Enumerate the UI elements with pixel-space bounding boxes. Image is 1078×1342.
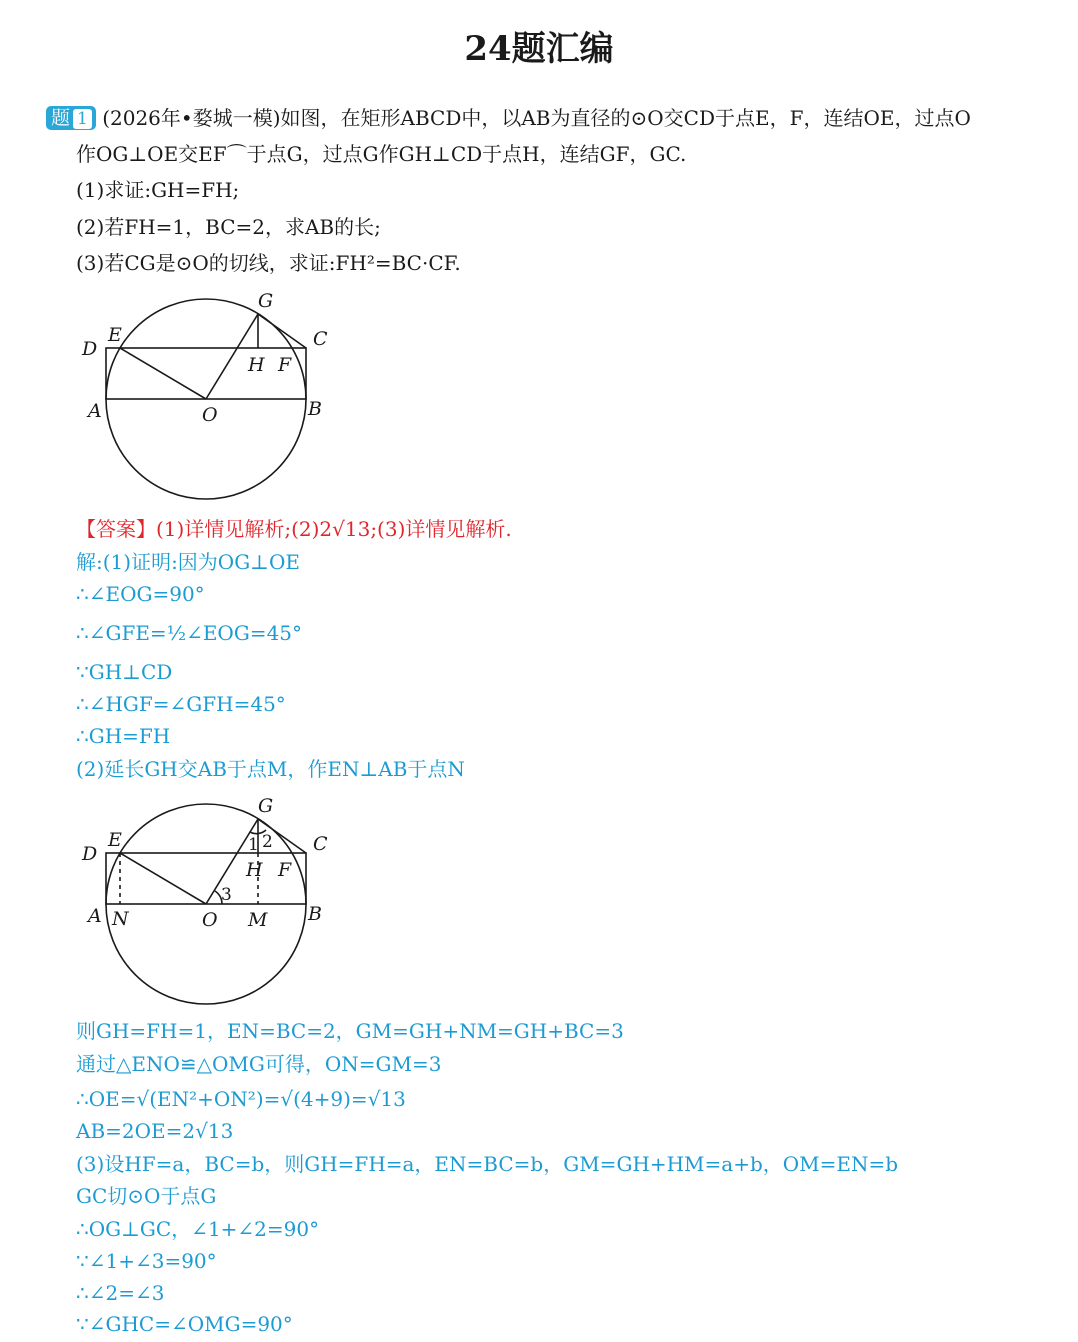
solution-line-16: ∴∠2=∠3 — [76, 1281, 165, 1305]
segment-gc — [258, 314, 306, 348]
solution-line-2: ∴∠EOG=90° — [76, 582, 205, 606]
rectangle-abcd — [106, 348, 306, 399]
label-a-2: A — [88, 905, 102, 927]
label-m: M — [248, 909, 268, 931]
rectangle-abcd-2 — [106, 853, 306, 904]
solution-line-3: ∴∠GFE=½∠EOG=45° — [76, 621, 303, 645]
label-e-2: E — [108, 829, 122, 851]
label-e: E — [108, 324, 122, 346]
solution-line-15: ∵∠1+∠3=90° — [76, 1249, 217, 1273]
geometry-figure-2 — [70, 790, 370, 1015]
label-b-2: B — [308, 903, 322, 925]
problem-number: 1 — [73, 109, 92, 129]
label-h: H — [248, 354, 265, 376]
label-f-2: F — [278, 859, 292, 881]
solution-line-8: 则GH=FH=1，EN=BC=2，GM=GH+NM=GH+BC=3 — [76, 1019, 624, 1043]
segment-oe — [120, 348, 206, 399]
label-d-2: D — [82, 843, 98, 865]
problem-stem-line-1 — [46, 104, 971, 132]
label-c-2: C — [313, 833, 328, 855]
solution-line-17: ∵∠GHC=∠OMG=90° — [76, 1312, 293, 1336]
solution-line-9: 通过△ENO≌△OMG可得，ON=GM=3 — [76, 1052, 442, 1076]
problem-stem-line-2: 作OG⊥OE交EF⌒于点G，过点G作GH⊥CD于点H，连结GF，GC. — [76, 142, 687, 166]
solution-line-13: GC切⊙O于点G — [76, 1184, 217, 1208]
label-o: O — [202, 404, 218, 426]
question-3: (3)若CG是⊙O的切线，求证:FH²=BC·CF. — [76, 251, 461, 275]
solution-line-14: ∴OG⊥GC，∠1+∠2=90° — [76, 1217, 320, 1241]
solution-line-12: (3)设HF=a，BC=b，则GH=FH=a，EN=BC=b，GM=GH+HM=a+b，OM=EN=b — [76, 1152, 899, 1176]
page-title: 24题汇编 — [464, 29, 614, 69]
label-c: C — [313, 328, 328, 350]
label-b: B — [308, 398, 322, 420]
label-g: G — [258, 290, 274, 312]
solution-line-6: ∴GH=FH — [76, 724, 171, 748]
label-f: F — [278, 354, 292, 376]
solution-line-7: (2)延长GH交AB于点M，作EN⊥AB于点N — [76, 757, 465, 781]
problem-badge: 题 1 — [46, 106, 96, 130]
solution-line-4: ∵GH⊥CD — [76, 660, 173, 684]
solution-line-10: ∴OE=√(EN²+ON²)=√(4+9)=√13 — [76, 1087, 406, 1111]
label-angle-1: 1 — [248, 835, 259, 855]
answer-line: 【答案】(1)详情见解析;(2)2√13;(3)详情见解析. — [76, 517, 512, 541]
solution-line-1: 解:(1)证明:因为OG⊥OE — [76, 550, 300, 574]
label-g-2: G — [258, 795, 274, 817]
label-n: N — [112, 908, 129, 930]
question-1: (1)求证:GH=FH; — [76, 178, 240, 202]
solution-line-5: ∴∠HGF=∠GFH=45° — [76, 692, 286, 716]
stem-text-1: (2026年•婺城一模)如图，在矩形ABCD中，以AB为直径的⊙O交CD于点E，F，连结OE，过点O — [102, 106, 971, 130]
solution-line-11: AB=2OE=2√13 — [76, 1119, 234, 1143]
label-d: D — [82, 338, 98, 360]
segment-oe-2 — [120, 853, 206, 904]
question-2: (2)若FH=1，BC=2，求AB的长; — [76, 215, 381, 239]
label-angle-2: 2 — [262, 832, 273, 852]
label-a: A — [88, 400, 102, 422]
label-angle-3: 3 — [221, 885, 232, 905]
label-o-2: O — [202, 909, 218, 931]
label-h-2: H — [246, 859, 263, 881]
geometry-figure-1 — [70, 285, 370, 510]
